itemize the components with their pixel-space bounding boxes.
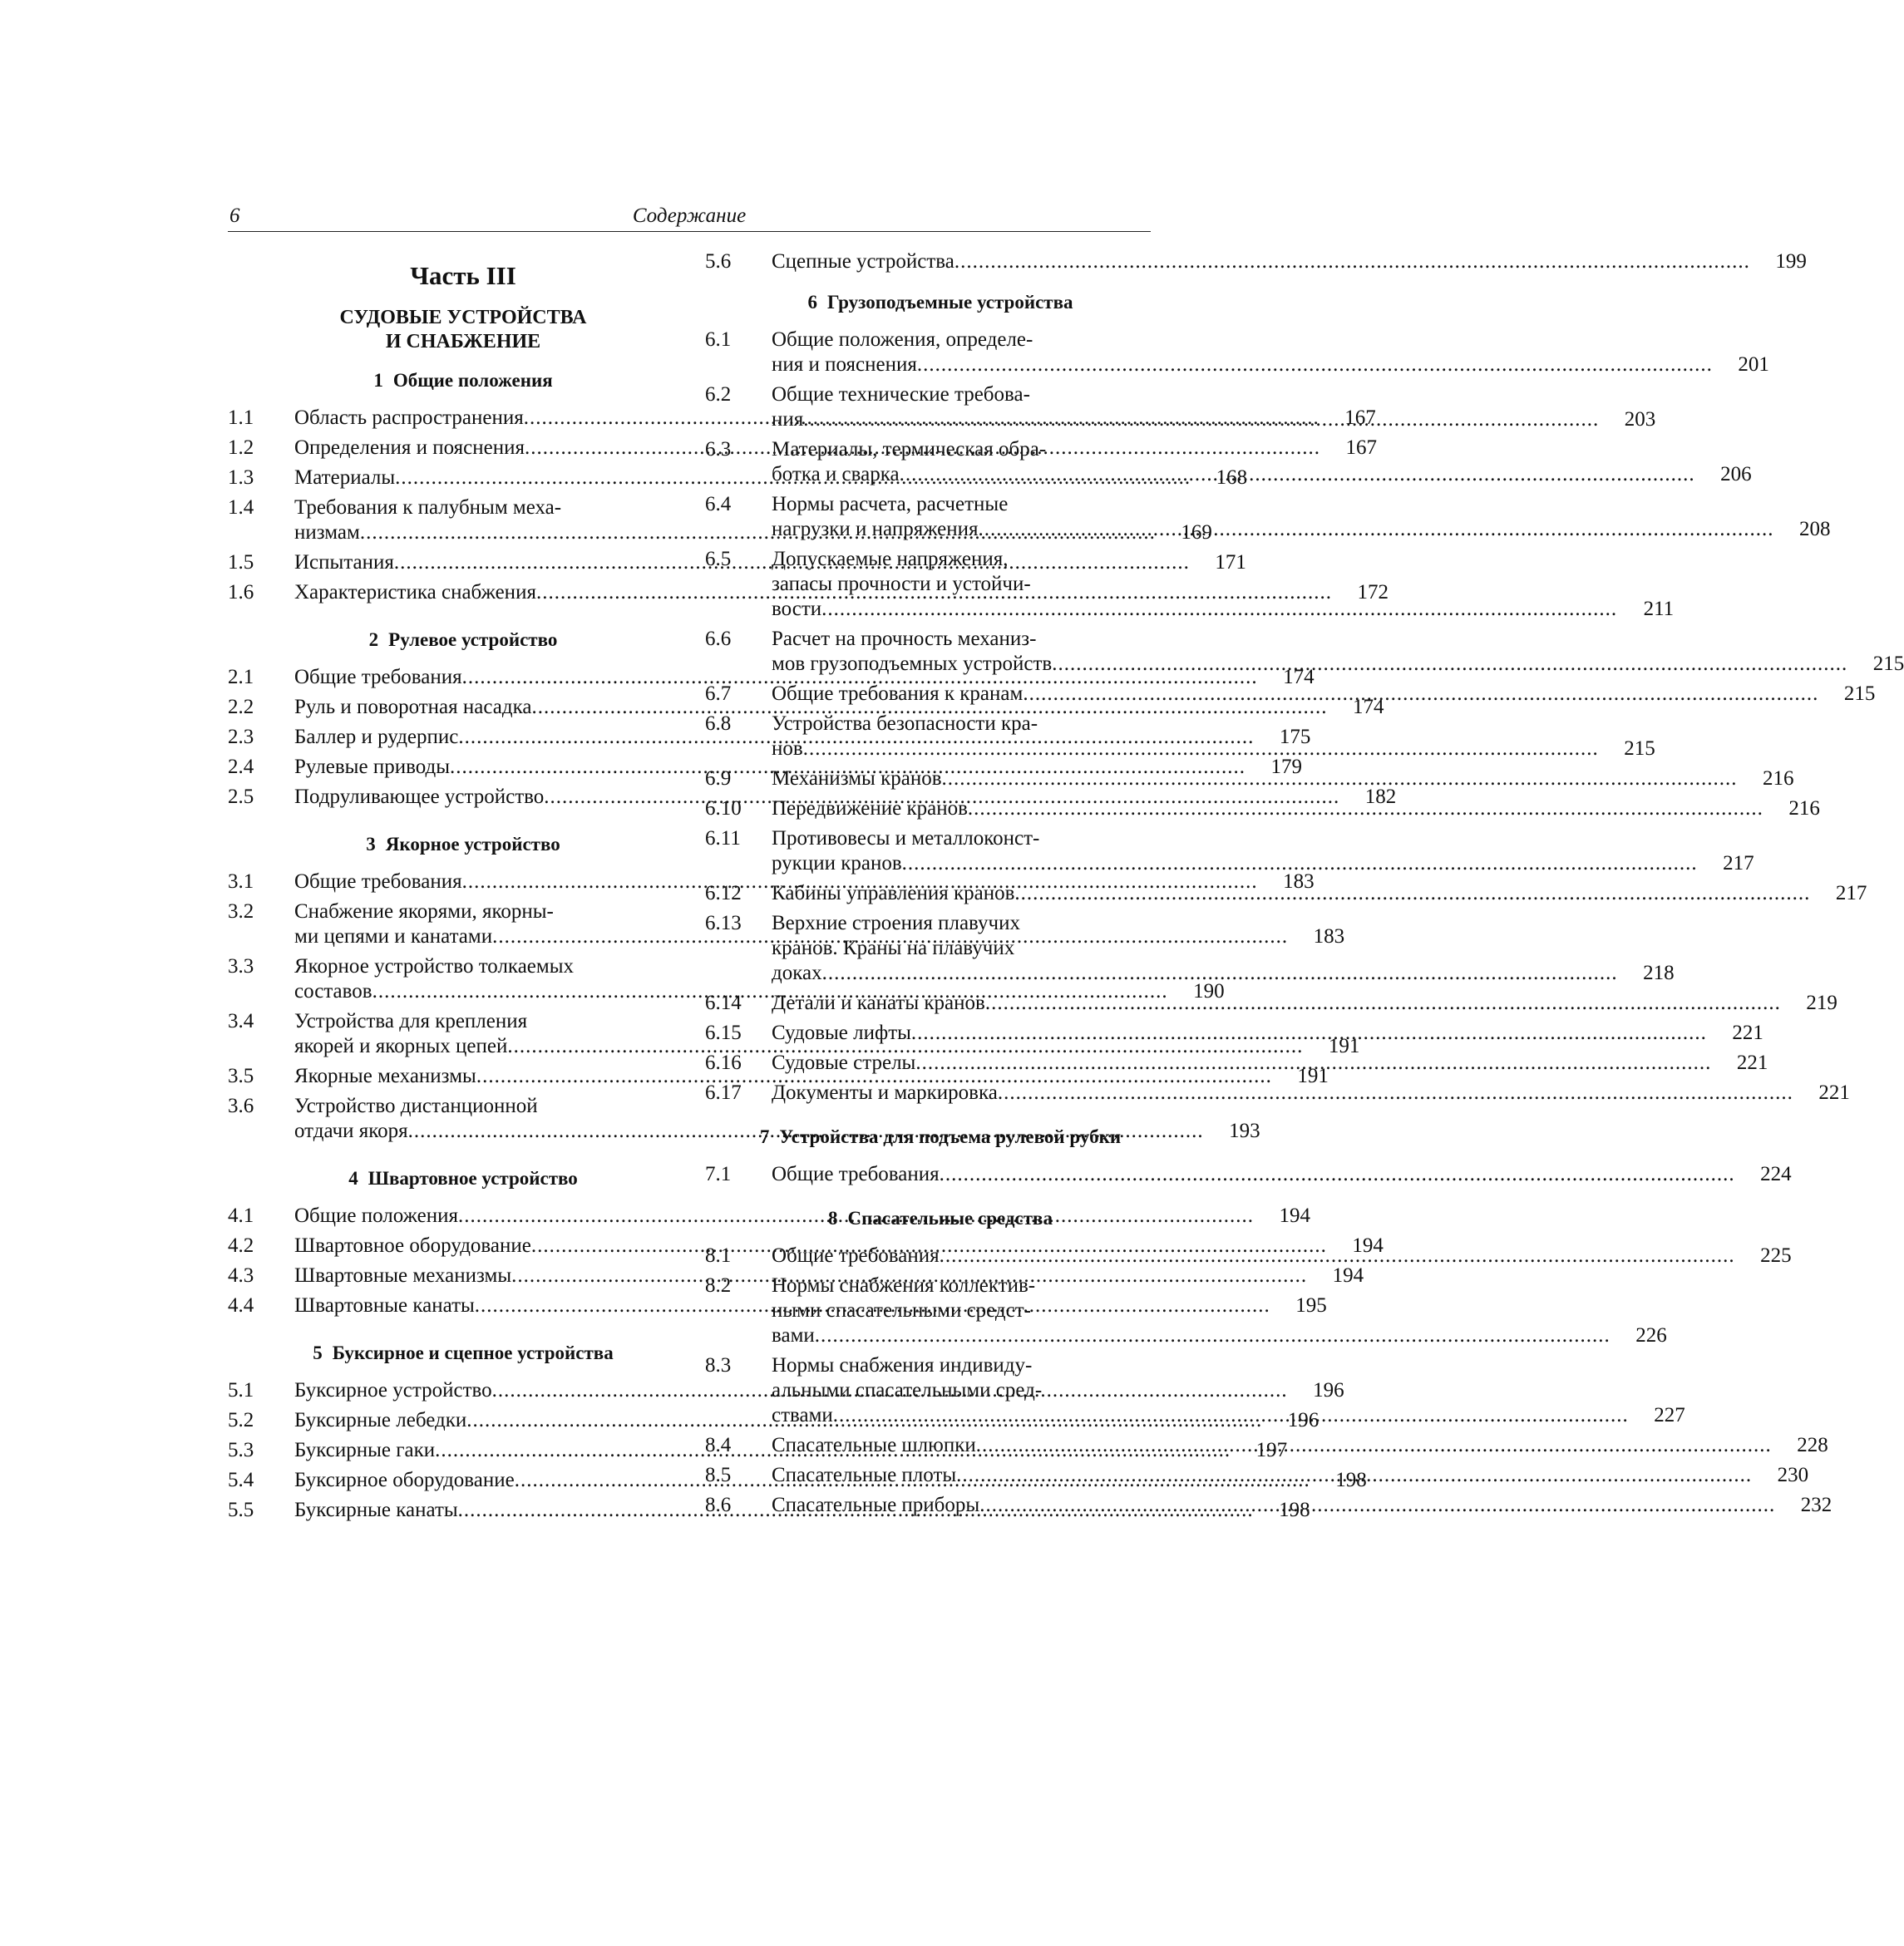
entry-number: 3.3 (228, 955, 254, 978)
entry-body (772, 682, 1875, 707)
entry-page-number: 216 (1763, 767, 1794, 790)
entry-title-line: Верхние строения плавучих (772, 912, 1020, 934)
entry-title-line: Буксирное устройство (294, 1379, 492, 1402)
dot-leader (979, 517, 1774, 542)
entry-title-line: Сцепные устройства (772, 250, 954, 273)
entry-body (772, 328, 1769, 377)
section-name: Буксирное и сцепное устройства (332, 1342, 614, 1363)
entry-title-line: Якорное устройство толкаемых (294, 955, 575, 978)
entry-number: 6.5 (705, 548, 732, 570)
entry-title-line: Баллер и рудерпис (294, 726, 459, 748)
entry-title-line: Руль и поворотная насадка (294, 696, 532, 718)
entry-title-line: Общие технические требова- (772, 383, 1030, 406)
entry-title-leader (772, 1081, 1793, 1106)
entry-title-line: Детали и канаты кранов (772, 992, 985, 1014)
entry-title-line: доках (772, 962, 822, 984)
running-title: Содержание (632, 204, 747, 227)
entry-page-number: 221 (1732, 1022, 1763, 1044)
entry-title-line: ными спасательными средст- (772, 1299, 1031, 1322)
entry-number: 8.1 (705, 1244, 732, 1267)
entry-title-line: Документы и маркировка (772, 1081, 998, 1104)
entry-body (772, 1244, 1792, 1269)
entry-page-number: 197 (1255, 1439, 1288, 1461)
entry-title-line: альными спасательными сред- (772, 1379, 1043, 1402)
entry-body (772, 911, 1675, 986)
entry-title-line: якорей и якорных цепей (294, 1035, 508, 1057)
entry-page-number: 194 (1279, 1205, 1310, 1227)
entry-title-leader (772, 597, 1617, 622)
dot-leader (902, 851, 1698, 876)
entry-page-number: 191 (1328, 1035, 1360, 1057)
entry-title-line: составов (294, 980, 372, 1003)
entry-page-number: 193 (1229, 1120, 1260, 1142)
entry-number: 1.3 (228, 466, 254, 489)
entry-page-number: 179 (1270, 756, 1303, 778)
entry-page-number: 171 (1215, 551, 1246, 574)
entry-page-number: 215 (1624, 737, 1655, 760)
entry-title-line: Противовесы и металлоконст- (772, 827, 1040, 850)
toc-entry[interactable] (228, 1064, 1329, 1089)
entry-title-leader (772, 796, 1763, 821)
entry-title-line: Буксирное оборудование (294, 1469, 515, 1491)
entry-body (772, 1051, 1768, 1076)
entry-title-leader (772, 961, 1618, 986)
dot-leader (979, 1493, 1775, 1518)
dot-leader (917, 352, 1713, 377)
entry-number: 2.2 (228, 696, 254, 718)
entry-number: 6.17 (705, 1081, 742, 1104)
entry-title-line: отдачи якоря (294, 1120, 408, 1142)
entry-number: 4.3 (228, 1264, 254, 1287)
header-rule (228, 231, 1151, 232)
entry-title-leader (772, 881, 1810, 906)
dot-leader (1014, 881, 1810, 906)
section-number: 8 (828, 1208, 838, 1229)
entry-title-leader (772, 1493, 1775, 1518)
entry-number: 3.6 (228, 1095, 254, 1117)
dot-leader (956, 1463, 1752, 1488)
entry-title-line: Материалы (294, 466, 396, 489)
entry-title-line: Общие требования (294, 870, 462, 893)
entry-page-number: 198 (1335, 1469, 1367, 1491)
entry-title-line: Спасательные приборы (772, 1494, 980, 1516)
entry-page-number: 226 (1635, 1324, 1667, 1347)
section-number: 2 (368, 629, 379, 650)
entry-body (772, 249, 1807, 274)
dot-leader (942, 766, 1738, 791)
toc-entry[interactable] (228, 406, 1376, 431)
entry-body (772, 712, 1655, 761)
entry-title-line: ми цепями и канатами (294, 925, 493, 948)
entry-number: 7.1 (705, 1163, 732, 1185)
entry-title-line: нов (772, 737, 803, 760)
entry-body (772, 826, 1754, 876)
entry-number: 1.1 (228, 406, 254, 429)
entry-title-line: Спасательные шлюпки (772, 1434, 976, 1456)
section-name: Рулевое устройство (388, 629, 558, 650)
entry-title-line: нагрузки и напряжения (772, 518, 979, 540)
entry-page-number: 172 (1357, 581, 1389, 604)
part-subtitle-line-2: И СНАБЖЕНИЕ (385, 331, 541, 352)
entry-title-line: Механизмы кранов (772, 767, 942, 790)
entry-page-number: 208 (1799, 518, 1831, 540)
dot-leader (911, 1021, 1707, 1046)
right-lead-entries (705, 249, 1807, 274)
entry-title-line: Материалы, термическая обра- (772, 438, 1047, 461)
entry-title-leader (772, 517, 1774, 542)
entry-page-number: 199 (1775, 250, 1807, 273)
toc-entry[interactable] (705, 1162, 1792, 1187)
entry-title-leader (772, 851, 1698, 876)
section-number: 4 (348, 1168, 358, 1189)
entry-title-leader (772, 1021, 1707, 1046)
toc-entry[interactable] (228, 695, 1384, 720)
entry-number: 8.5 (705, 1464, 732, 1486)
entry-page-number: 230 (1777, 1464, 1809, 1486)
dot-leader (815, 1323, 1611, 1348)
entry-page-number: 182 (1364, 786, 1397, 808)
entry-body (772, 1433, 1828, 1458)
entry-number: 6.7 (705, 682, 732, 705)
entry-page-number: 228 (1797, 1434, 1828, 1456)
entry-body (772, 766, 1794, 791)
entry-body (772, 1274, 1667, 1348)
entry-title-line: Нормы снабжения индивиду- (772, 1354, 1033, 1377)
section-number: 6 (807, 292, 817, 313)
entry-title-line: Подруливающее устройство (294, 786, 545, 808)
entry-page-number: 215 (1872, 653, 1904, 675)
section-title (705, 1207, 1151, 1230)
entry-title-line: Передвижение кранов (772, 797, 968, 820)
entry-title-line: Швартовные механизмы (294, 1264, 512, 1287)
entry-title-line: Судовые стрелы (772, 1052, 916, 1074)
entry-number: 5.5 (228, 1499, 254, 1521)
entry-number: 6.12 (705, 882, 742, 904)
entry-number: 6.15 (705, 1022, 742, 1044)
dot-leader (954, 249, 1750, 274)
entry-title-leader (772, 1244, 1735, 1269)
entry-page-number: 194 (1352, 1234, 1384, 1257)
entry-title-line: Устройство дистанционной (294, 1095, 538, 1117)
entry-title-line: Нормы снабжения коллектив- (772, 1274, 1036, 1297)
entry-number: 6.13 (705, 912, 742, 934)
entry-title-line: Нормы расчета, расчетные (772, 493, 1009, 515)
entry-title-line: Кабины управления кранов (772, 882, 1015, 904)
entry-title-line: низмам (294, 521, 360, 544)
entry-page-number: 221 (1736, 1052, 1768, 1074)
entry-number: 4.2 (228, 1234, 254, 1257)
entry-page-number: 175 (1279, 726, 1311, 748)
entry-number: 1.4 (228, 496, 254, 519)
entry-page-number: 198 (1279, 1499, 1310, 1521)
entry-page-number: 167 (1345, 436, 1377, 459)
entry-page-number: 217 (1723, 852, 1754, 874)
entry-title-line: мов грузоподъемных устройств (772, 653, 1053, 675)
entry-number: 6.14 (705, 992, 742, 1014)
section-number: 7 (759, 1126, 770, 1147)
dot-leader (998, 1081, 1793, 1106)
entry-title-line: Буксирные лебедки (294, 1409, 467, 1431)
entry-title-line: Общие положения, определе- (772, 328, 1033, 351)
entry-number: 2.4 (228, 756, 254, 778)
entry-number: 6.11 (705, 827, 741, 850)
entry-page-number: 221 (1818, 1081, 1850, 1104)
entry-number: 2.1 (228, 666, 254, 688)
entry-page-number: 195 (1295, 1294, 1327, 1317)
entry-title-line: Буксирные канаты (294, 1499, 458, 1521)
entry-title-line: вости (772, 598, 822, 620)
entry-page-number: 191 (1297, 1065, 1329, 1087)
entry-number: 6.10 (705, 797, 742, 820)
entry-title-leader (772, 352, 1713, 377)
entry-number: 6.9 (705, 767, 732, 790)
entry-number: 6.2 (705, 383, 732, 406)
entry-number: 6.16 (705, 1052, 742, 1074)
entry-title-line: Спасательные плоты (772, 1464, 957, 1486)
entry-title-line: Устройства безопасности кра- (772, 712, 1038, 735)
entry-title-line: вами (772, 1324, 815, 1347)
section-name: Грузоподъемные устройства (826, 292, 1073, 313)
section-number: 1 (373, 370, 383, 391)
entry-title-leader (772, 1463, 1752, 1488)
section-name: Швартовное устройство (367, 1168, 578, 1189)
section-title (228, 1342, 673, 1365)
dot-leader (940, 1162, 1735, 1187)
entry-page-number: 194 (1332, 1264, 1364, 1287)
entry-page-number: 167 (1344, 406, 1376, 429)
section-title (228, 628, 673, 652)
entry-title-line: рукции кранов (772, 852, 902, 874)
entry-page-number: 201 (1738, 353, 1769, 376)
entry-page-number: 183 (1313, 925, 1345, 948)
section-title (228, 369, 673, 392)
entry-body (772, 1162, 1792, 1187)
entry-body (772, 492, 1831, 542)
entry-title-leader (772, 737, 1599, 761)
section-number: 5 (313, 1342, 323, 1363)
entry-body (772, 881, 1867, 906)
entry-page-number: 174 (1283, 666, 1315, 688)
dot-leader (1023, 682, 1818, 707)
entry-page-number: 218 (1643, 962, 1675, 984)
entry-title-line: Общие требования (772, 1244, 940, 1267)
entry-title-line: ботка и сварка (772, 463, 900, 485)
entry-title-line: Снабжение якорями, якорны- (294, 900, 554, 923)
entry-title-line: ния и пояснения (772, 353, 917, 376)
entry-body (772, 1353, 1685, 1428)
toc-entry[interactable] (705, 328, 1769, 377)
entry-body (772, 1493, 1832, 1518)
entry-number: 3.2 (228, 900, 254, 923)
entry-title-line: Общие требования (294, 666, 462, 688)
entry-title-line: Область распространения (294, 406, 524, 429)
entry-body (772, 796, 1820, 821)
entry-title-line: Определения и пояснения (294, 436, 525, 459)
dot-leader (803, 407, 1599, 432)
section-name: Общие положения (392, 370, 553, 391)
entry-number: 6.4 (705, 493, 732, 515)
entry-number: 6.1 (705, 328, 732, 351)
dot-leader (833, 1403, 1629, 1428)
dot-leader (900, 462, 1695, 487)
entry-page-number: 227 (1654, 1404, 1685, 1426)
entry-number: 5.2 (228, 1409, 254, 1431)
entry-title-line: Швартовные канаты (294, 1294, 475, 1317)
page-header (228, 204, 1151, 233)
dot-leader (976, 1433, 1772, 1458)
entry-title-line: Характеристика снабжения (294, 581, 536, 604)
entry-title-line: Буксирные гаки (294, 1439, 436, 1461)
entry-number: 3.1 (228, 870, 254, 893)
dot-leader (821, 597, 1617, 622)
entry-number: 5.1 (228, 1379, 254, 1402)
entry-number: 3.4 (228, 1010, 254, 1032)
entry-body (772, 547, 1674, 622)
entry-number: 6.3 (705, 438, 732, 461)
entry-number: 6.8 (705, 712, 732, 735)
entry-number: 5.4 (228, 1469, 254, 1491)
entry-page-number: 225 (1760, 1244, 1792, 1267)
entry-page-number: 196 (1313, 1379, 1344, 1402)
entry-title-leader (772, 407, 1599, 432)
section-title (705, 291, 1151, 314)
entry-title-line: Судовые лифты (772, 1022, 911, 1044)
dot-leader (940, 1244, 1735, 1269)
entry-title-line: Рулевые приводы (294, 756, 451, 778)
entry-number: 2.3 (228, 726, 254, 748)
entry-number: 1.5 (228, 551, 254, 574)
entry-title-leader (772, 682, 1818, 707)
entry-number: 4.4 (228, 1294, 254, 1317)
entry-title-line: кранов. Краны на плавучих (772, 937, 1015, 959)
entry-body (772, 1081, 1850, 1106)
entry-body (772, 1021, 1763, 1046)
entry-page-number: 224 (1760, 1163, 1792, 1185)
page-number: 6 (229, 204, 240, 227)
entry-body (772, 437, 1752, 487)
entry-page-number: 168 (1216, 466, 1248, 489)
entry-page-number: 211 (1643, 598, 1675, 620)
entry-number: 1.2 (228, 436, 254, 459)
dot-leader (1052, 652, 1847, 677)
toc-entry[interactable] (705, 249, 1807, 274)
entry-title-line: Общие положения (294, 1205, 458, 1227)
dot-leader (803, 737, 1599, 761)
entry-title-line: Испытания (294, 551, 394, 574)
entry-number: 8.3 (705, 1354, 732, 1377)
entry-number: 6.6 (705, 628, 732, 650)
entry-title-leader (772, 1433, 1772, 1458)
section-number: 3 (366, 834, 376, 855)
section-name: Устройства для подъема рулевой рубки (779, 1126, 1122, 1147)
dot-leader (968, 796, 1763, 821)
entry-title-line: ния (772, 408, 804, 431)
section-name: Якорное устройство (385, 834, 560, 855)
entry-body (772, 382, 1655, 432)
entry-number: 3.5 (228, 1065, 254, 1087)
entry-number: 8.6 (705, 1494, 732, 1516)
section-title (228, 1167, 673, 1190)
entry-page-number: 219 (1806, 992, 1837, 1014)
entry-number: 8.2 (705, 1274, 732, 1297)
entry-title-line: Якорные механизмы (294, 1065, 476, 1087)
entry-title-leader (772, 1403, 1629, 1428)
entry-page-number: 215 (1843, 682, 1876, 705)
entry-title-line: Швартовное оборудование (294, 1234, 531, 1257)
toc-entry[interactable] (705, 826, 1754, 876)
entry-page-number: 203 (1624, 408, 1656, 431)
entry-page-number: 217 (1835, 882, 1867, 904)
dot-leader (822, 961, 1618, 986)
section-title (228, 833, 673, 856)
entry-title-leader (772, 991, 1781, 1016)
toc-entry[interactable] (228, 665, 1315, 690)
entry-title-line: Общие требования (772, 1163, 940, 1185)
entry-title-leader (772, 1323, 1611, 1348)
entry-page-number: 196 (1287, 1409, 1319, 1431)
entry-page-number: 232 (1800, 1494, 1832, 1516)
entry-title-line: Требования к палубным меха- (294, 496, 562, 519)
entry-title-leader (772, 652, 1847, 677)
entry-title-line: Допускаемые напряжения, (772, 548, 1009, 570)
section-title (705, 1126, 1151, 1149)
entry-page-number: 183 (1283, 870, 1315, 893)
dot-leader (985, 991, 1781, 1016)
entry-page-number: 190 (1193, 980, 1225, 1003)
entry-number: 8.4 (705, 1434, 732, 1456)
entry-title-leader (772, 249, 1750, 274)
entry-page-number: 174 (1352, 696, 1384, 718)
entry-title-leader (772, 1162, 1735, 1187)
entry-page-number: 206 (1720, 463, 1752, 485)
entry-title-line: ствами (772, 1404, 833, 1426)
part-subtitle (228, 306, 673, 354)
entry-title-leader (772, 462, 1695, 487)
part-title: Часть III (410, 261, 516, 290)
entry-title-line: Расчет на прочность механиз- (772, 628, 1037, 650)
entry-number: 2.5 (228, 786, 254, 808)
entry-body (772, 1463, 1808, 1488)
entry-number: 5.3 (228, 1439, 254, 1461)
entry-title-leader (772, 766, 1738, 791)
entry-page-number: 216 (1788, 797, 1820, 820)
entry-number: 4.1 (228, 1205, 254, 1227)
entry-title-leader (772, 1051, 1711, 1076)
entry-number: 5.6 (705, 250, 732, 273)
part-subtitle-line-1: СУДОВЫЕ УСТРОЙСТВА (339, 307, 587, 328)
entry-title-line: Устройства для крепления (294, 1010, 528, 1032)
section-name: Спасательные средства (847, 1208, 1053, 1229)
toc-entry[interactable] (705, 1081, 1850, 1106)
entry-title-line: Общие требования к кранам (772, 682, 1024, 705)
entry-title-line: запасы прочности и устойчи- (772, 573, 1031, 595)
dot-leader (915, 1051, 1711, 1076)
entry-page-number: 169 (1181, 521, 1212, 544)
entry-body (772, 991, 1837, 1016)
entry-body (772, 627, 1904, 677)
entry-number: 1.6 (228, 581, 254, 604)
